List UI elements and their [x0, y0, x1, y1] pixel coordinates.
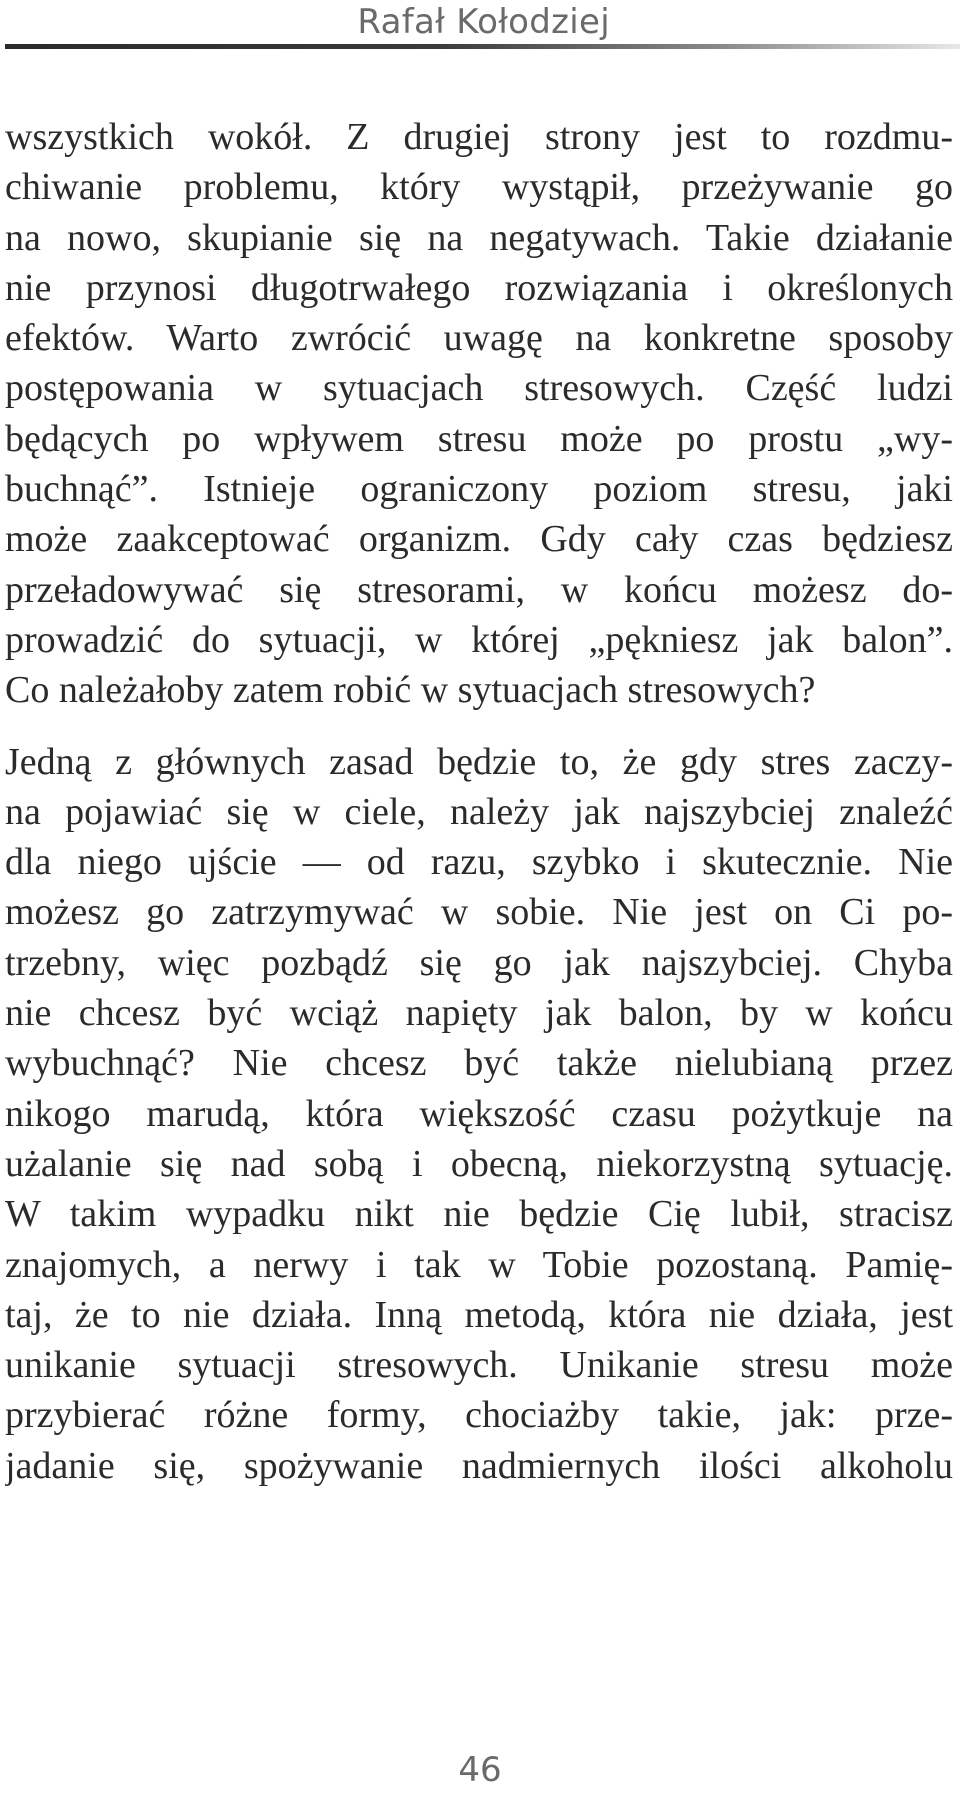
text-line: będących po wpływem stresu może po prostu „wy- — [5, 417, 953, 460]
paragraph-1 — [5, 112, 953, 716]
text-line: na nowo, skupianie się na negatywach. Takie działanie — [5, 216, 953, 259]
text-line: unikanie sytuacji stresowych. Unikanie stresu może — [5, 1344, 953, 1387]
text-line: prowadzić do sytuacji, w której „pękniesz jak balon”. — [5, 618, 953, 661]
text-line: jadanie się, spożywanie nadmiernych ilości alkoholu — [5, 1444, 953, 1487]
running-header — [0, 0, 960, 50]
text-line: Co należałoby zatem robić w sytuacjach stresowych? — [5, 669, 816, 712]
text-line: nikogo marudą, która większość czasu pożytkuje na — [5, 1092, 953, 1135]
text-line: możesz go zatrzymywać w sobie. Nie jest on Ci po- — [5, 891, 953, 934]
paragraph-2 — [5, 737, 953, 1491]
text-line: taj, że to nie działa. Inną metodą, która nie działa, jest — [5, 1293, 953, 1336]
text-line: Jedną z głównych zasad będzie to, że gdy stres zaczy- — [5, 740, 953, 783]
text-line: postępowania w sytuacjach stresowych. Część ludzi — [5, 367, 953, 410]
text-line: przybierać różne formy, chociażby takie, jak: prze- — [5, 1394, 953, 1437]
text-line: nie przynosi długotrwałego rozwiązania i określonych — [5, 266, 953, 309]
text-line: na pojawiać się w ciele, należy jak najszybciej znaleźć — [5, 790, 953, 833]
text-line: trzebny, więc pozbądź się go jak najszybciej. Chyba — [5, 941, 953, 984]
text-line: wszystkich wokół. Z drugiej strony jest to rozdmu- — [5, 116, 953, 158]
paragraph-spacer — [5, 716, 953, 737]
text-line: buchnąć”. Istnieje ograniczony poziom stresu, jaki — [5, 468, 953, 511]
text-line: przeładowywać się stresorami, w końcu możesz do- — [5, 568, 953, 611]
text-line: może zaakceptować organizm. Gdy cały czas będziesz — [5, 518, 953, 561]
text-line: chiwanie problemu, który wystąpił, przeżywanie go — [5, 166, 953, 209]
text-line: znajomych, a nerwy i tak w Tobie pozostaną. Pamię- — [5, 1243, 953, 1286]
text-line: nie chcesz być wciąż napięty jak balon, by w końcu — [5, 992, 953, 1035]
page-number: 46 — [458, 1750, 502, 1790]
text-line: użalanie się nad sobą i obecną, niekorzystną sytuację. — [5, 1142, 953, 1185]
text-line: dla niego ujście — od razu, szybko i skutecznie. Nie — [5, 841, 953, 884]
header-divider — [5, 44, 960, 49]
author-name: Rafał Kołodziej — [357, 2, 610, 42]
text-line: wybuchnąć? Nie chcesz być także nielubianą przez — [5, 1042, 953, 1085]
text-line: W takim wypadku nikt nie będzie Cię lubił, stracisz — [5, 1193, 953, 1236]
body-text — [5, 112, 953, 1491]
text-line: efektów. Warto zwrócić uwagę na konkretne sposoby — [5, 317, 953, 360]
